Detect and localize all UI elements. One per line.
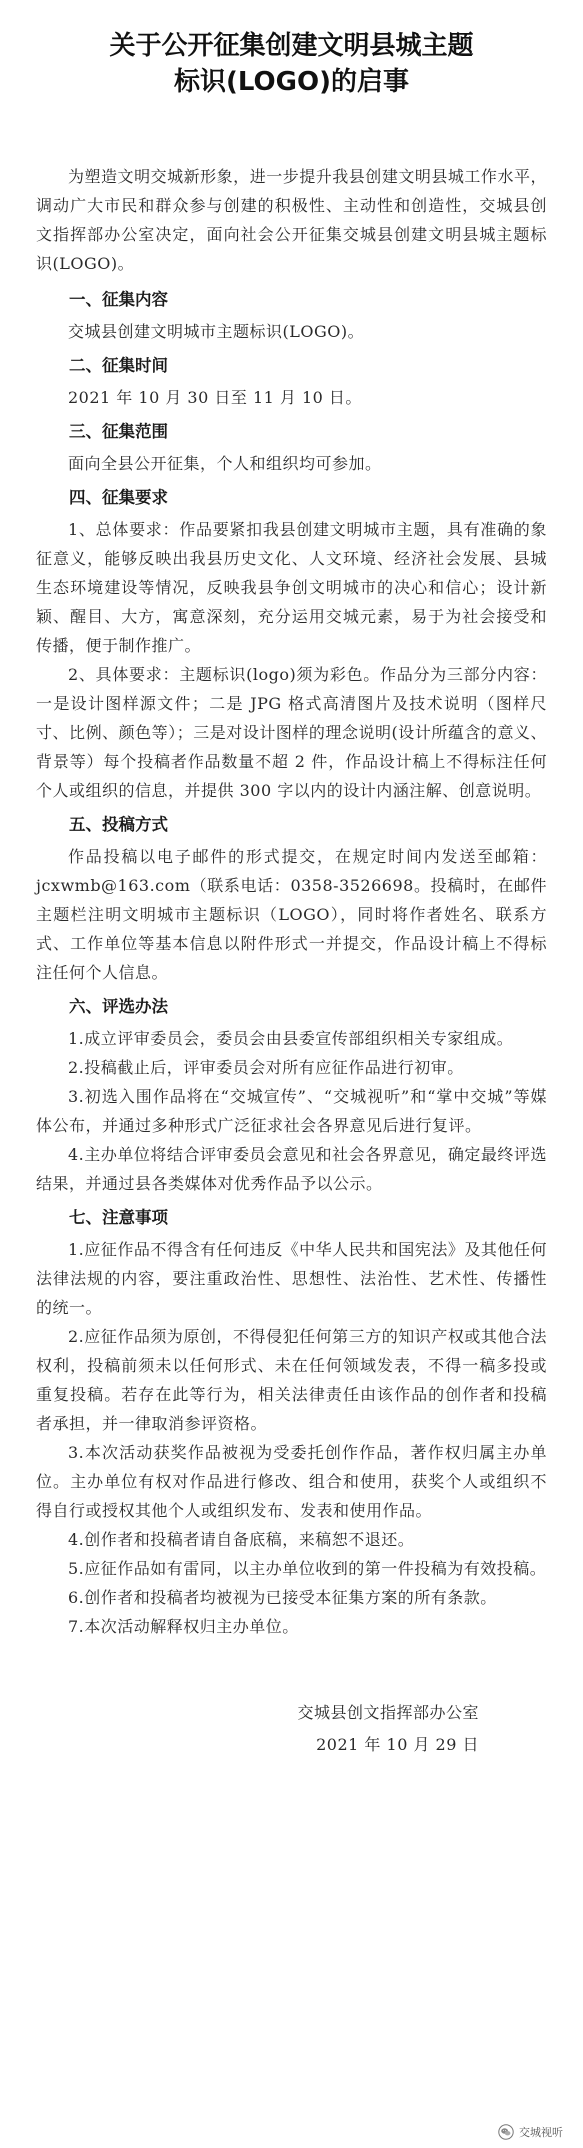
section-heading-3: 三、征集范围: [69, 422, 168, 441]
page-title: [36, 28, 547, 100]
section-4-paragraph-2: 2、具体要求：主题标识(logo)须为彩色。作品分为三部分内容：一是设计图样源文件；二是 JPG 格式高清图片及技术说明（图样尺寸、比例、颜色等）；三是对设计图样的理念说明(设计所蕴含的意义、背景等）每个投稿者作品数量不超 2 件，作品设计稿上不得标注任何个人或组织的信息，并提供 300 字以内的设计内涵注解、创意说明。: [36, 665, 547, 800]
section-5-paragraph-1: 作品投稿以电子邮件的形式提交，在规定时间内发送至邮箱：jcxwmb@163.com（联系电话：0358-3526698。投稿时，在邮件主题栏注明文明城市主题标识（LOGO），同时将作者姓名、联系方式、工作单位等基本信息以附件形式一并提交，作品设计稿上不得标注任何个人信息。: [36, 847, 547, 982]
section-7-paragraph-4: 4.创作者和投稿者请自备底稿，来稿恕不退还。: [68, 1530, 415, 1549]
watermark: [498, 2124, 563, 2140]
section-7-paragraph-2: 2.应征作品须为原创，不得侵犯任何第三方的知识产权或其他合法权利，投稿前须未以任何形式、未在任何领域发表，不得一稿多投或重复投稿。若存在此等行为，相关法律责任由该作品的创作者和投稿者承担，并一律取消参评资格。: [36, 1327, 547, 1433]
section-7-paragraph-5: 5.应征作品如有雷同，以主办单位收到的第一件投稿为有效投稿。: [68, 1559, 547, 1578]
section-7-paragraph-7: 7.本次活动解释权归主办单位。: [68, 1617, 299, 1636]
title-line-2: 标识(LOGO)的启事: [174, 67, 409, 97]
section-6-paragraph-3: 3.初选入围作品将在“交城宣传”、“交城视听”和“掌中交城”等媒体公布，并通过多种形式广泛征求社会各界意见后进行复评。: [36, 1087, 547, 1135]
wechat-icon: [498, 2124, 514, 2140]
section-2-paragraph-1: 2021 年 10 月 30 日至 11 月 10 日。: [68, 388, 362, 407]
intro-paragraph: 为塑造文明交城新形象，进一步提升我县创建文明县城工作水平，调动广大市民和群众参与创建的积极性、主动性和创造性，交城县创文指挥部办公室决定，面向社会公开征集交城县创建文明县城主题标识(LOGO)。: [36, 167, 547, 273]
section-1-paragraph-1: 交城县创建文明城市主题标识(LOGO)。: [68, 322, 365, 341]
section-heading-5: 五、投稿方式: [69, 815, 168, 834]
signature-org: 交城县创文指挥部办公室: [297, 1703, 479, 1722]
signature-block: [36, 1697, 547, 1761]
section-3-paragraph-1: 面向全县公开征集，个人和组织均可参加。: [68, 454, 382, 473]
section-heading-2: 二、征集时间: [69, 356, 168, 375]
section-6-paragraph-4: 4.主办单位将结合评审委员会意见和社会各界意见，确定最终评选结果，并通过县各类媒体对优秀作品予以公示。: [36, 1145, 547, 1193]
section-7-paragraph-1: 1.应征作品不得含有任何违反《中华人民共和国宪法》及其他任何法律法规的内容，要注重政治性、思想性、法治性、艺术性、传播性的统一。: [36, 1240, 547, 1317]
section-7-paragraph-6: 6.创作者和投稿者均被视为已接受本征集方案的所有条款。: [68, 1588, 497, 1607]
section-6-paragraph-1: 1.成立评审委员会，委员会由县委宣传部组织相关专家组成。: [68, 1029, 514, 1048]
section-heading-1: 一、征集内容: [69, 290, 168, 309]
title-line-1: 关于公开征集创建文明县城主题: [109, 31, 474, 61]
section-6-paragraph-2: 2.投稿截止后，评审委员会对所有应征作品进行初审。: [68, 1058, 464, 1077]
section-heading-4: 四、征集要求: [69, 488, 168, 507]
section-heading-7: 七、注意事项: [69, 1208, 168, 1227]
signature-date: 2021 年 10 月 29 日: [316, 1735, 479, 1754]
watermark-label: 交城视听: [519, 2126, 563, 2139]
document-body: [36, 162, 547, 1761]
section-7-paragraph-3: 3.本次活动获奖作品被视为受委托创作作品，著作权归属主办单位。主办单位有权对作品进行修改、组合和使用，获奖个人或组织不得自行或授权其他个人或组织发布、发表和使用作品。: [36, 1443, 547, 1520]
section-4-paragraph-1: 1、总体要求：作品要紧扣我县创建文明城市主题，具有准确的象征意义，能够反映出我县历史文化、人文环境、经济社会发展、县城生态环境建设等情况，反映我县争创文明城市的决心和信心；设计新颖、醒目、大方，寓意深刻，充分运用交城元素，易于为社会接受和传播，便于制作推广。: [36, 520, 547, 655]
section-heading-6: 六、评选办法: [69, 997, 168, 1016]
